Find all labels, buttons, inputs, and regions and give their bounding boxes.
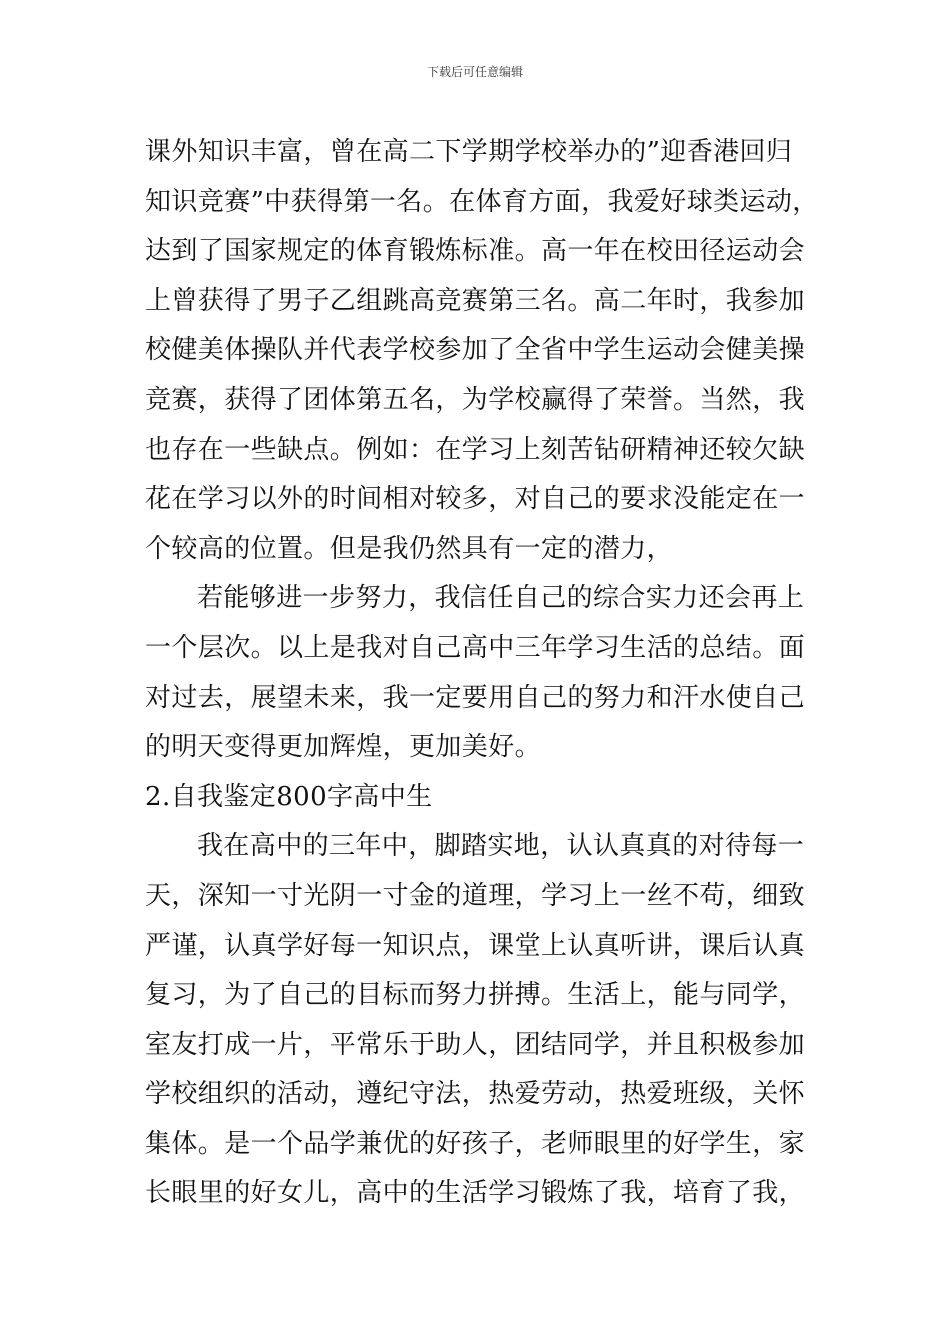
text-line: 上曾获得了男子乙组跳高竞赛第三名。高二年时，我参加 (145, 285, 806, 316)
text-line: 2.自我鉴定800字高中生 (145, 781, 433, 812)
text-line: 校健美体操队并代表学校参加了全省中学生运动会健美操 (145, 335, 806, 366)
page-header: 下载后可任意编辑 (426, 65, 523, 79)
text-line: 的明天变得更加辉煌，更加美好。 (145, 732, 542, 763)
text-line: 知识竞赛”中获得第一名。在体育方面，我爱好球类运动， (145, 186, 819, 217)
text-line: 复习，为了自己的目标而努力拼搏。生活上，能与同学， (145, 980, 806, 1011)
text-line: 学校组织的活动，遵纪守法，热爱劳动，热爱班级，关怀 (145, 1079, 806, 1110)
text-line: 花在学习以外的时间相对较多，对自己的要求没能定在一 (145, 484, 806, 515)
document-body (145, 128, 825, 1219)
text-line: 达到了国家规定的体育锻炼标准。高一年在校田径运动会 (145, 236, 806, 267)
text-line: 室友打成一片，平常乐于助人，团结同学，并且积极参加 (145, 1029, 806, 1060)
text-line: 个较高的位置。但是我仍然具有一定的潜力， (145, 533, 674, 564)
text-line: 长眼里的好女儿，高中的生活学习锻炼了我，培育了我， (145, 1178, 806, 1209)
text-line: 竞赛，获得了团体第五名，为学校赢得了荣誉。当然，我 (145, 384, 806, 415)
text-line: 一个层次。以上是我对自己高中三年学习生活的总结。面 (145, 632, 806, 663)
text-line: 天，深知一寸光阴一寸金的道理，学习上一丝不苟，细致 (145, 880, 806, 911)
text-line: 若能够进一步努力，我信任自己的综合实力还会再上 (197, 583, 805, 614)
text-line: 集体。是一个品学兼优的好孩子，老师眼里的好学生，家 (145, 1128, 806, 1159)
text-line: 课外知识丰富，曾在高二下学期学校举办的”迎香港回归 (145, 137, 793, 167)
text-line: 我在高中的三年中，脚踏实地，认认真真的对待每一 (197, 831, 805, 862)
text-line: 严谨，认真学好每一知识点，课堂上认真听讲，课后认真 (145, 930, 806, 961)
text-line: 也存在一些缺点。例如：在学习上刻苦钻研精神还较欠缺 (145, 434, 806, 465)
text-line: 对过去，展望未来，我一定要用自己的努力和汗水使自己 (145, 682, 806, 713)
